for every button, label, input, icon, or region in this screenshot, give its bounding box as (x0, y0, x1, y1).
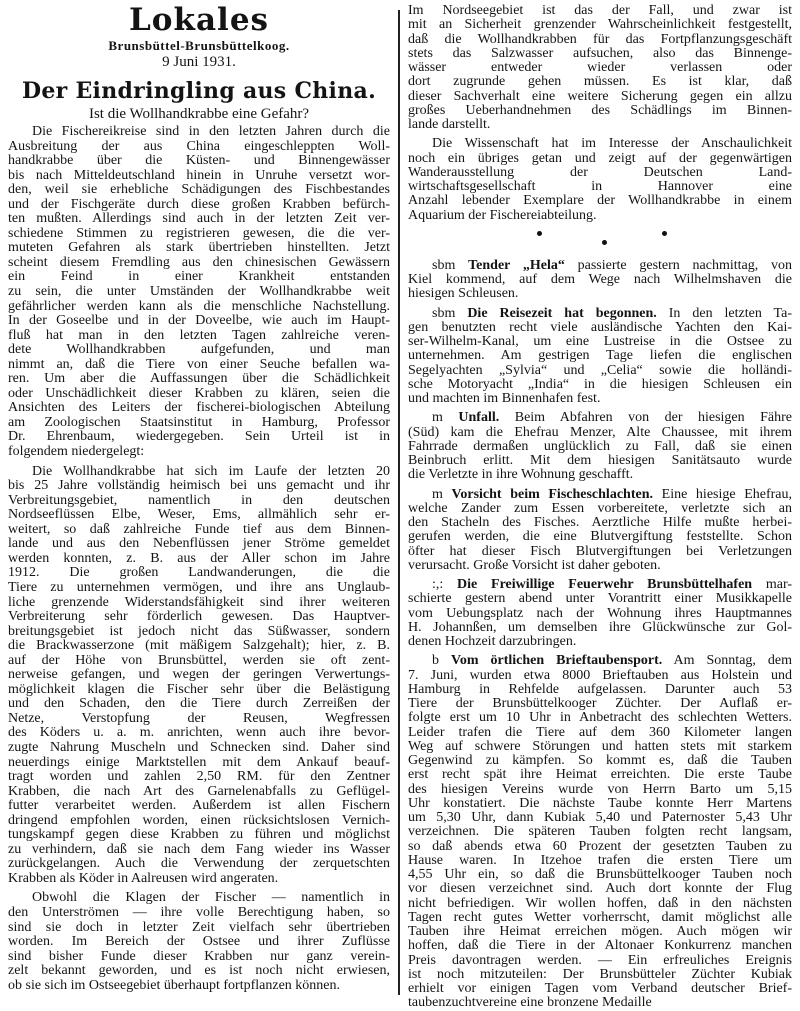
news-item-prefix: :,: (432, 577, 444, 592)
text-line: liche grenzende Widerstandsfähigkeit sind ihrer weiteren (8, 594, 390, 610)
news-item-first-line (408, 259, 792, 273)
text-line: und der Fischgeräte durch diese großen Krabben befürch- (8, 196, 390, 212)
text-line: muteten Gefahren als stark übertrieben hinstellten. Jetzt (8, 240, 390, 256)
news-item-first-line (408, 411, 792, 425)
news-item-first-line (408, 488, 792, 502)
text-line: Tauben ihre Heimat erreichen mögen. Auch mögen wir (408, 924, 792, 939)
text-line: Preis davontragen werden. — Ein erfreuliches Ereignis (408, 952, 792, 968)
text-line: gen benutzten recht viele ausländische Yachten den Kai- (408, 319, 792, 335)
text-line: Weg auf schwere Störungen und hatten stets mit starkem (408, 738, 792, 754)
text-line: Beinbruch erlitt. Mit dem hiesigen Sanitätsauto wurde (408, 453, 792, 468)
text-line: den Stacheln des Fisches. Aerztliche Hilfe mußte herbei- (408, 515, 792, 530)
column-divider (398, 10, 400, 995)
text-line: dieser Sachverhalt eine weitere Sicherung gegen ein allzu (408, 88, 792, 104)
text-line: den, weil sie erhebliche Schädigungen des Fischbestandes (8, 182, 390, 198)
news-item (408, 259, 792, 302)
text-line: und den Schaden, den die Tiere durch Zerreißen der (8, 696, 390, 712)
text-line: zelt bekannt geworden, und es ist noch nicht erwiesen, (8, 963, 390, 979)
text-line: erhielt vor einigen Tagen vom Verband deutscher Brief- (408, 981, 792, 996)
section-title: Lokales (129, 2, 269, 38)
text-line: Nordseeflüssen Elbe, Weser, Ems, allmählich sehr er- (8, 507, 390, 523)
news-item (408, 578, 792, 649)
article-paragraph (8, 465, 390, 887)
text-line: werden konnten, z. B. aus der Aller schon im Jahre (8, 550, 390, 566)
text-line: ser-Wilhelm-Kanal, um eine Lustreise in die Ostsee zu (408, 334, 792, 349)
text-line: schierte gestern abend unter Vorantritt einer Musikkapelle (408, 591, 792, 607)
news-item-text: mar- (765, 577, 793, 592)
text-line: sche Motoryacht „India“ in die hiesigen Schleusen ein (408, 376, 792, 392)
text-line: sind sie doch in letzter Zeit vielfach sehr übertrieben (8, 919, 390, 935)
text-line: um 5,30 Uhr, dann Kubiak 5,40 und Paternoster 5,43 Uhr (408, 810, 792, 825)
text-line: futter verarbeitet werden. Außerdem ist allen Fischern (8, 798, 390, 814)
article-paragraph (408, 137, 792, 223)
news-item-headline: Unfall. (458, 410, 500, 426)
text-line: taubenzuchtvereine eine bronzene Medaille (408, 995, 652, 1011)
text-line: Netze, Verstopfung der Reusen, Wegfressen (8, 710, 390, 726)
text-line: öfter hat dieser Fisch Blutvergiftungen bei Verletzungen (408, 543, 792, 559)
text-line: Im Nordseegebiet ist das der Fall, und zwar ist (408, 3, 792, 18)
text-line: erst recht spät ihre Heimat erreichten. Die erste Taube (408, 767, 792, 783)
news-item (408, 411, 792, 482)
text-line: mit an Sicherheit grenzender Wahrscheinlichkeit festgestellt, (408, 17, 792, 33)
text-line: Tagen recht gutes Wetter vorherrscht, damit möglichst alle (408, 909, 792, 925)
text-line: vom Uebungsplatz nach der Wohnung ihres Hauptmannes (408, 605, 792, 621)
news-item (408, 654, 792, 1010)
text-line: verzeichnen. Die späteren Tauben folgten recht langsam, (408, 824, 792, 840)
separator-dot (602, 240, 607, 245)
text-line: hiesigen Schleusen. (408, 286, 519, 302)
text-line: schiedene Stimmen zu registrieren gewesen, die die ver- (8, 225, 390, 241)
text-line: weitert, so daß zahlreiche Funde tief aus dem Binnen- (8, 521, 390, 537)
text-line: wirtschaftsgesellschaft in Hannover eine (408, 179, 792, 194)
text-line: worden. Im Bereich der Ostsee und ihrer Zuflüsse (8, 934, 390, 950)
text-line: hoffen, daß die Tiere in der Altonaer Konkurrenz manchen (408, 938, 792, 954)
text-line: Hamburg in Rehfelde aufgelassen. Darunter auch 53 (408, 681, 792, 697)
text-line: Die Fischereikreise sind in den letzten Jahren durch die (32, 124, 390, 139)
text-line: Obwohl die Klagen der Fischer — namentlich in (32, 890, 390, 906)
text-line: ist noch mitzuteilen: Der Brunsbütteler Züchter Kubiak (408, 966, 792, 982)
text-line: Leider trafen die Tiere auf dem 360 Kilometer langen (408, 724, 792, 740)
text-line: Tiere der Brunsbüttelkooger Züchter. Der Auflaß er- (408, 696, 792, 711)
text-line: Fahrrade dermaßen unglücklich zu Fall, daß sie einen (408, 438, 792, 454)
text-line: gerufen werden, die eine Blutvergiftung feststellte. Schon (408, 529, 792, 545)
text-line: H. Johannßen, um demselben ihre Glückwünsche zur Gol- (408, 619, 792, 635)
article-paragraph (8, 891, 390, 993)
text-line: welche Zander zum Essen vorbereitete, verletzte sich an (408, 500, 792, 516)
news-item-text: Am Sonntag, dem (673, 653, 793, 669)
text-line: dringend empfohlen worden, einen rücksichtslosen Vernich- (8, 812, 390, 828)
text-line: Verbreiterung sehr förderlich gewesen. Das Hauptver- (8, 609, 390, 625)
news-item-prefix: sbm (432, 257, 456, 273)
text-line: so daß abends etwa 60 Prozent der gesetzten Tauben zu (408, 838, 792, 854)
text-line: vor diesen verzeichnet sind. Auch dort konnte der Flug (408, 881, 792, 897)
news-item-headline: Die Freiwillige Feuerwehr Brunsbüttelhafen (457, 577, 753, 592)
text-line: Gegenwind zu kämpfen. So kommt es, daß die Tauben (408, 753, 792, 768)
text-line: 7. Juni, wurden etwa 8000 Brieftauben aus Holstein und (408, 667, 792, 683)
text-line: die Brackwasserzone (mit mäßigem Salzgehalt); hier, z. B. (8, 638, 390, 654)
text-line: Hause waren. In Itzehoe trafen die ersten Tiere um (408, 852, 792, 868)
text-line: möglichkeit klagen die Fischer sehr über die Belästigung (8, 681, 390, 697)
text-line: Die Wissenschaft hat im Interesse der Anschaulichkeit (432, 136, 792, 152)
text-line: zurückgelangen. Auch die Verwendung der zerquetschten (8, 856, 390, 872)
text-line: ein Feind in einer Krankheit entstanden (8, 269, 390, 285)
text-line: verursacht. Große Vorsicht ist daher geboten. (408, 557, 661, 573)
text-line: Segelyachten „Sylvia“ und „Celia“ sowie die holländi- (408, 362, 792, 378)
text-line: des Köders u. a. m. anrichten, wenn auch ihre bevor- (8, 725, 390, 741)
news-item-text: Eine hiesige Ehefrau, (661, 486, 793, 502)
text-line: neuerdings einige Marktstellen mit dem Ankauf beauf- (8, 754, 390, 770)
section-separator-dots (408, 223, 792, 259)
text-line: 4,55 Uhr ein, so daß die Brunsbüttelkooger Tauben noch (408, 867, 792, 882)
text-line: zugte Nahrung Muscheln und Schnecken sind. Daher sind (8, 739, 390, 755)
text-line: noch ein übriges getan und zeigt auf der gegenwärtigen (408, 150, 792, 166)
text-line: bis 25 Jahre vollständig heimisch bei uns gemacht und ihr (8, 478, 390, 494)
article-subheadline: Ist die Wollhandkrabbe eine Gefahr? (88, 106, 310, 122)
text-line: In der Goseelbe und in der Doveelbe, wie auch im Haupt- (8, 313, 390, 329)
news-item-first-line (408, 578, 792, 592)
article-body-left (8, 125, 390, 993)
text-line: Uhr konstatiert. Die nächste Taube konnte Herr Martens (408, 795, 792, 811)
text-line: denen Hochzeit darzubringen. (408, 634, 577, 649)
article-headline: Der Eindringling aus China. (21, 78, 377, 104)
text-line: (Süd) kam die Ehefrau Menzer, Alte Chaussee, mit ihrem (408, 424, 792, 440)
news-item-prefix: m (432, 410, 443, 426)
text-line: stets das Salzwasser aufsuchen, also das Binnenge- (408, 45, 792, 61)
text-line: oder Unschädlichkeit dieser Krabben zu klären, seien die (8, 385, 390, 401)
text-line: scheint diesem Fremdling aus den chinesischen Gewässern (8, 254, 390, 270)
text-line: nerweise gefangen, und wegen der geringen Verwertungs- (8, 667, 390, 683)
text-line: ten mußten. Allerdings sind auch in der letzten Zeit ver- (8, 211, 390, 227)
text-line: folgte erst um 10 Uhr in Anbetracht des schlechten Wetters. (408, 710, 792, 726)
news-item (408, 307, 792, 407)
text-line: ren. Um aber die Auffassungen über die Schädlichkeit (8, 371, 390, 387)
text-line: wässer entweder wieder verlassen oder (408, 60, 792, 75)
text-line: gefährlicher werden kann als die menschliche Nachstellung. (8, 298, 390, 314)
news-item-prefix: m (432, 486, 443, 502)
news-item-first-line (408, 654, 792, 668)
text-line: nimmt an, daß die Tiere von einer Seuche befallen wa- (8, 356, 390, 372)
news-items (408, 259, 792, 1011)
text-line: dete Wollhandkrabben aufgefunden, und man (8, 342, 390, 358)
right-column (408, 4, 792, 1011)
news-item-first-line (408, 307, 792, 321)
text-line: folgendem niedergelegt: (8, 444, 145, 460)
text-line: Verbreitungsgebiet, namentlich in den deutschen (8, 492, 390, 508)
text-line: handkrabbe über die Küsten- und Binnengewässer (8, 153, 390, 169)
article-paragraph (408, 4, 792, 132)
text-line: die Verletzte in ihre Wohnung geschafft. (408, 467, 634, 483)
text-line: unternehmen. Am gestrigen Tage liefen die englischen (408, 348, 792, 364)
text-line: tragt worden und zahlen 2,50 RM. für den Zentner (8, 769, 390, 785)
text-line: zu verhindern, daß sie nach dem Fang wieder ins Wasser (8, 841, 390, 857)
news-item-prefix: b (432, 653, 439, 669)
text-line: Kiel kommend, auf dem Wege nach Wilhelmshaven die (408, 272, 792, 287)
text-line: Ansichten des Leiters der fischerei-biologischen Abteilung (8, 400, 390, 416)
text-line: und machten im Binnenhafen fest. (408, 391, 601, 406)
article-body-right (408, 4, 792, 223)
text-line: dort zugrunde gehen müssen. Es ist klar, daß (408, 74, 792, 90)
separator-dot (662, 231, 667, 236)
text-line: Aquarium der Fischereiabteilung. (408, 207, 597, 223)
article-paragraph (8, 125, 390, 460)
text-line: am Zoologischen Staatsinstitut in Hamburg, Professor (8, 414, 390, 430)
text-line: auf der Höhe von Brunsbüttel, werden sie oft zent- (8, 652, 390, 668)
text-line: 1912. Die großen Landwanderungen, die die (8, 565, 390, 581)
text-line: bis nach Mitteldeutschland hinein in Unruhe versetzt wor- (8, 167, 390, 183)
text-line: Krabben als Köder in Aalreusen wird angeraten. (8, 870, 279, 886)
location-line: Brunsbüttel-Brunsbüttelkoog. (108, 38, 290, 53)
text-line: fluß hat man in den letzten Tagen zahlreiche veren- (8, 327, 390, 343)
text-line: lande und aus den Nebenflüssen jener Ströme gemeldet (8, 536, 390, 552)
text-line: zu sein, die unter Umständen der Wollhandkrabbe weit (8, 284, 390, 300)
news-item-headline: Tender „Hela“ (468, 257, 565, 273)
text-line: nicht befriedigen. Wir wollen hoffen, daß in den nächsten (408, 895, 792, 911)
text-line: Die Wollhandkrabbe hat sich im Laufe der letzten 20 (32, 463, 390, 479)
news-item-prefix: sbm (432, 305, 456, 321)
left-column (8, 0, 390, 993)
text-line: Krabben, die nach Art des Garnelenabfalls zu Geflügel- (8, 783, 390, 799)
text-line: den Unterströmen — ihre volle Berechtigung haben, so (8, 904, 390, 920)
text-line: Ausbreitung der aus China eingeschleppten Woll- (8, 138, 390, 154)
text-line: tungskampf gegen diese Krabben zu führen und möglichst (8, 827, 390, 843)
masthead (8, 2, 390, 123)
news-item-headline: Vorsicht beim Fischeschlachten. (451, 486, 653, 502)
text-line: sind bisher Funde dieser Krabben nur ganz verein- (8, 948, 390, 964)
text-line: großes Ueberhandnehmen des Schädlings im Binnen- (408, 102, 792, 118)
separator-dot (537, 231, 542, 236)
news-item-text: In den letzten Ta- (668, 305, 793, 321)
news-item-text: Beim Abfahren von der hiesigen Fähre (514, 410, 793, 426)
text-line: Dr. Ehrenbaum, wiedergegeben. Sein Urteil ist in (8, 429, 390, 445)
text-line: breitungsgebiet ist jedoch nicht das Süßwasser, sondern (8, 623, 390, 639)
text-line: Anzahl lebender Exemplare der Wollhandkrabbe in einem (408, 193, 792, 209)
date-line: 9 Juni 1931. (162, 54, 236, 70)
text-line: Wanderausstellung der Deutschen Land- (408, 164, 792, 180)
text-line: Tiere zu unternehmen vermögen, und ihre ans Unglaub- (8, 579, 390, 595)
news-item-headline: Die Reisezeit hat begonnen. (467, 305, 657, 321)
text-line: lande darstellt. (408, 117, 491, 132)
text-line: des hiesigen Vereins wurde von Herrn Barto um 5,15 (408, 781, 792, 797)
text-line: ob sie sich im Ostseegebiet überhaupt fortpflanzen können. (8, 977, 341, 993)
news-item-headline: Vom örtlichen Brieftaubensport. (451, 653, 663, 669)
news-item-text: passierte gestern nachmittag, von (577, 257, 793, 273)
news-item (408, 488, 792, 574)
text-line: daß die Wollhandkrabben für das Fortpflanzungsgeschäft (408, 31, 792, 47)
